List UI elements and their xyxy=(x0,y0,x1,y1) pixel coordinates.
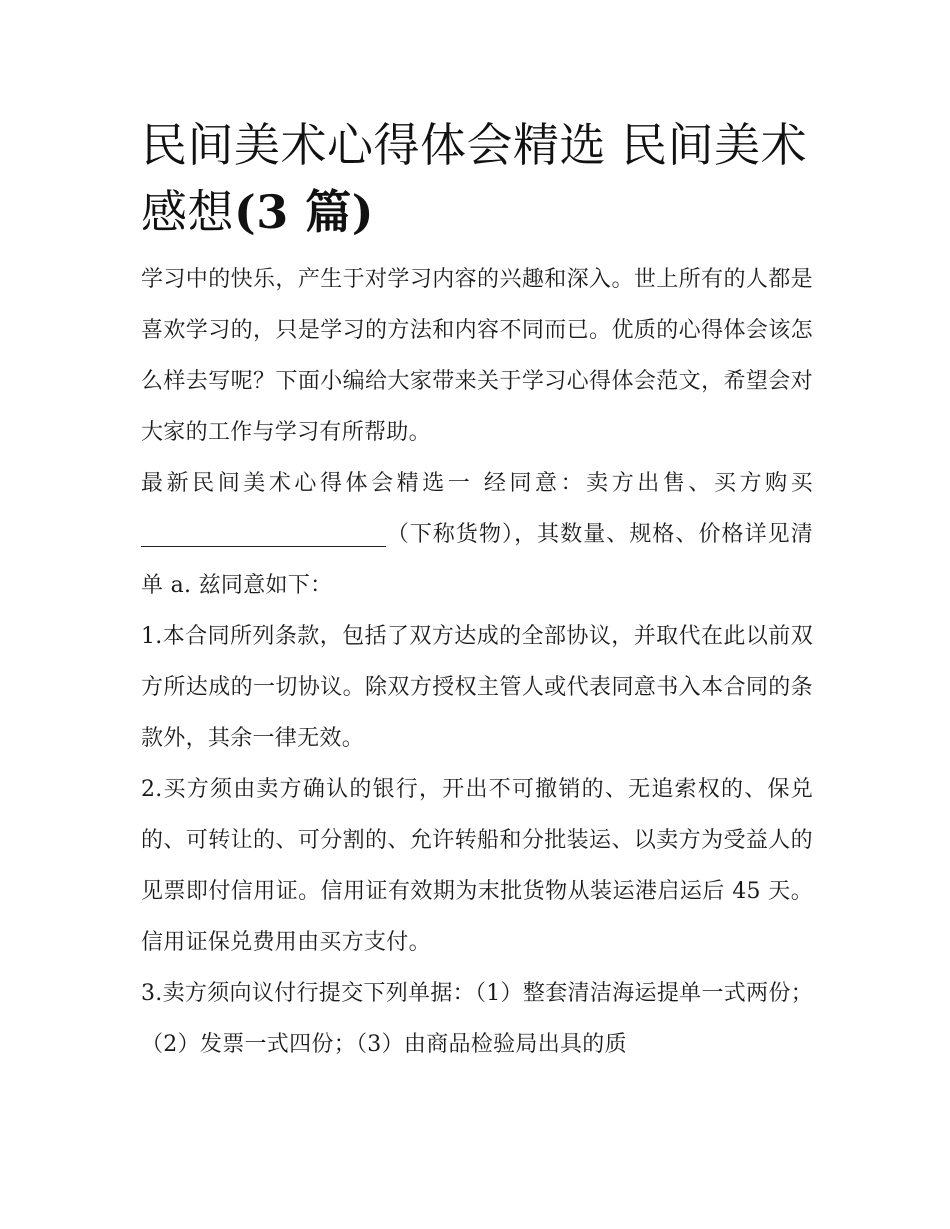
title-count: (3 篇) xyxy=(234,185,375,239)
clause-1: 1.本合同所列条款，包括了双方达成的全部协议，并取代在此以前双方所达成的一切协议。除双方授权主管人或代表同意书入本合同的条款外，其余一律无效。 xyxy=(141,624,813,751)
section-heading: 最新民间美术心得体会精选一 经同意：卖方出售、买方购买 xyxy=(141,471,813,496)
document-page xyxy=(141,112,813,1070)
clause-3: 3.卖方须向议付行提交下列单据：（1）整套清洁海运提单一式两份；（2）发票一式四份；（3）由商品检验局出具的质 xyxy=(141,981,813,1057)
document-body xyxy=(141,254,813,1070)
title-text: 民间美术心得体会精选 民间美术感想 xyxy=(141,118,808,239)
fill-in-blank xyxy=(141,516,386,547)
clause-2: 2.买方须由卖方确认的银行，开出不可撤销的、无追索权的、保兑的、可转让的、可分割的、允许转船和分批装运、以卖方为受益人的见票即付信用证。信用证有效期为末批货物从装运港启运后 45 天。信用证保兑费用由买方支付。 xyxy=(141,777,813,955)
section-heading-paragraph xyxy=(141,458,813,611)
intro-paragraph: 学习中的快乐，产生于对学习内容的兴趣和深入。世上所有的人都是喜欢学习的，只是学习的方法和内容不同而已。优质的心得体会该怎么样去写呢？下面小编给大家带来关于学习心得体会范文，希望会对大家的工作与学习有所帮助。 xyxy=(141,267,813,445)
blank-suffix-text: （下称货物），其数量、规格、价格详见清单 a. 兹同意如下： xyxy=(141,522,813,598)
document-title xyxy=(141,112,813,246)
